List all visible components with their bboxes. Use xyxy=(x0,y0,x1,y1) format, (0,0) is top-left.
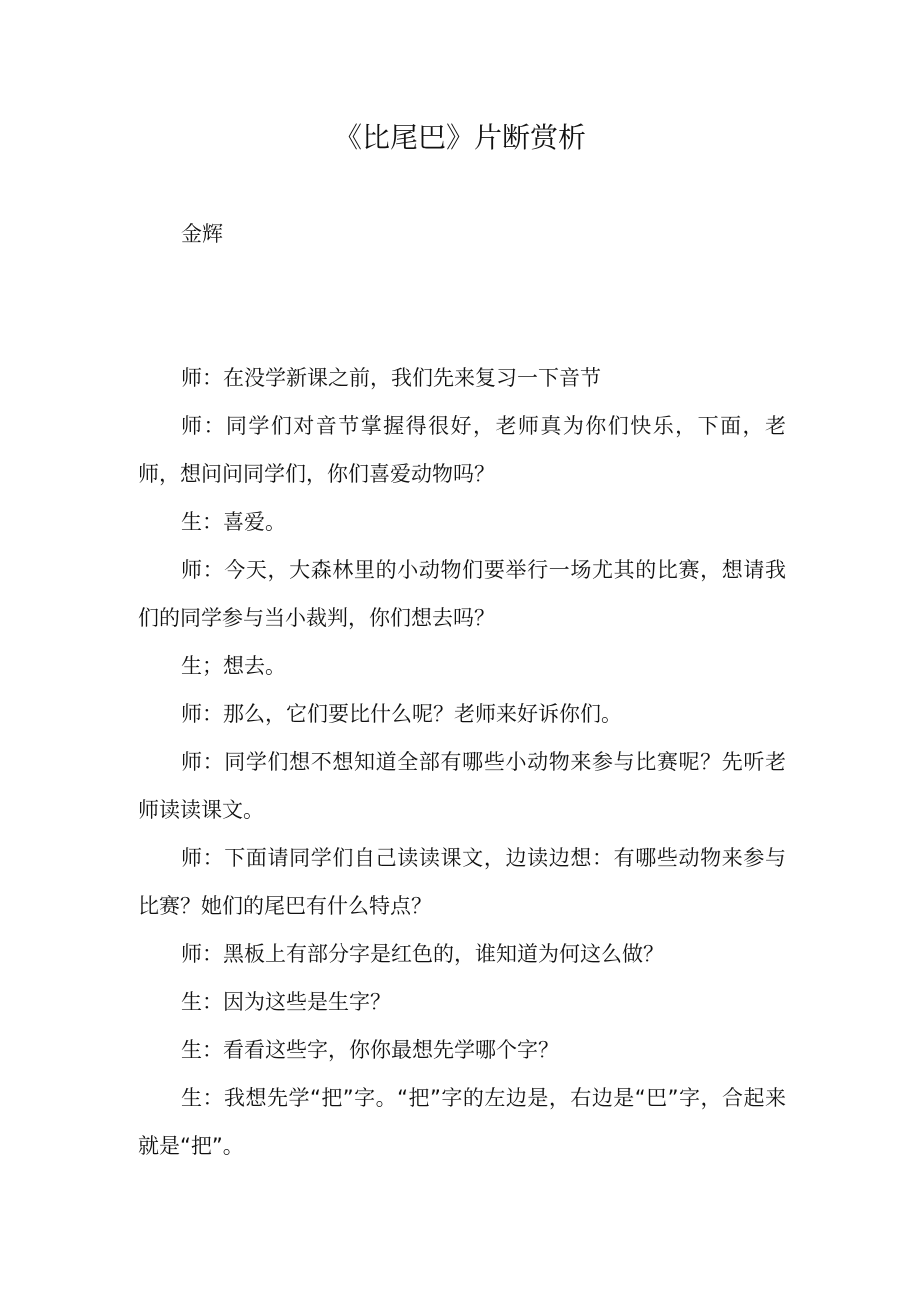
paragraph: 生：看看这些字，你你最想先学哪个字？ xyxy=(181,1038,559,1062)
paragraph: 师：黑板上有部分字是红色的，谁知道为何这么做？ xyxy=(181,942,664,966)
paragraph: 师：下面请同学们自己读读课文，边读边想：有哪些动物来参与比赛？她们的尾巴有什么特点？ xyxy=(138,846,786,918)
paragraph: 生；想去。 xyxy=(181,654,286,678)
document-body xyxy=(138,354,786,1170)
author-name: 金辉 xyxy=(181,222,223,246)
paragraph: 生：我想先学“把”字。“把”字的左边是，右边是“巴”字，合起来就是“把”。 xyxy=(138,1086,786,1158)
paragraph: 师：同学们对音节掌握得很好，老师真为你们快乐，下面，老师，想问问同学们，你们喜爱动物吗？ xyxy=(138,414,786,486)
paragraph: 师：那么，它们要比什么呢？老师来好诉你们。 xyxy=(181,702,622,726)
paragraph: 师：同学们想不想知道全部有哪些小动物来参与比赛呢？先听老师读读课文。 xyxy=(138,750,786,822)
document-title: 《比尾巴》片断赏析 xyxy=(333,121,586,154)
paragraph: 师：今天，大森林里的小动物们要举行一场尤其的比赛，想请我们的同学参与当小裁判，你们想去吗？ xyxy=(138,558,786,630)
paragraph: 生：因为这些是生字？ xyxy=(181,990,391,1014)
paragraph: 生：喜爱。 xyxy=(181,510,286,534)
paragraph: 师：在没学新课之前，我们先来复习一下音节 xyxy=(181,366,601,390)
